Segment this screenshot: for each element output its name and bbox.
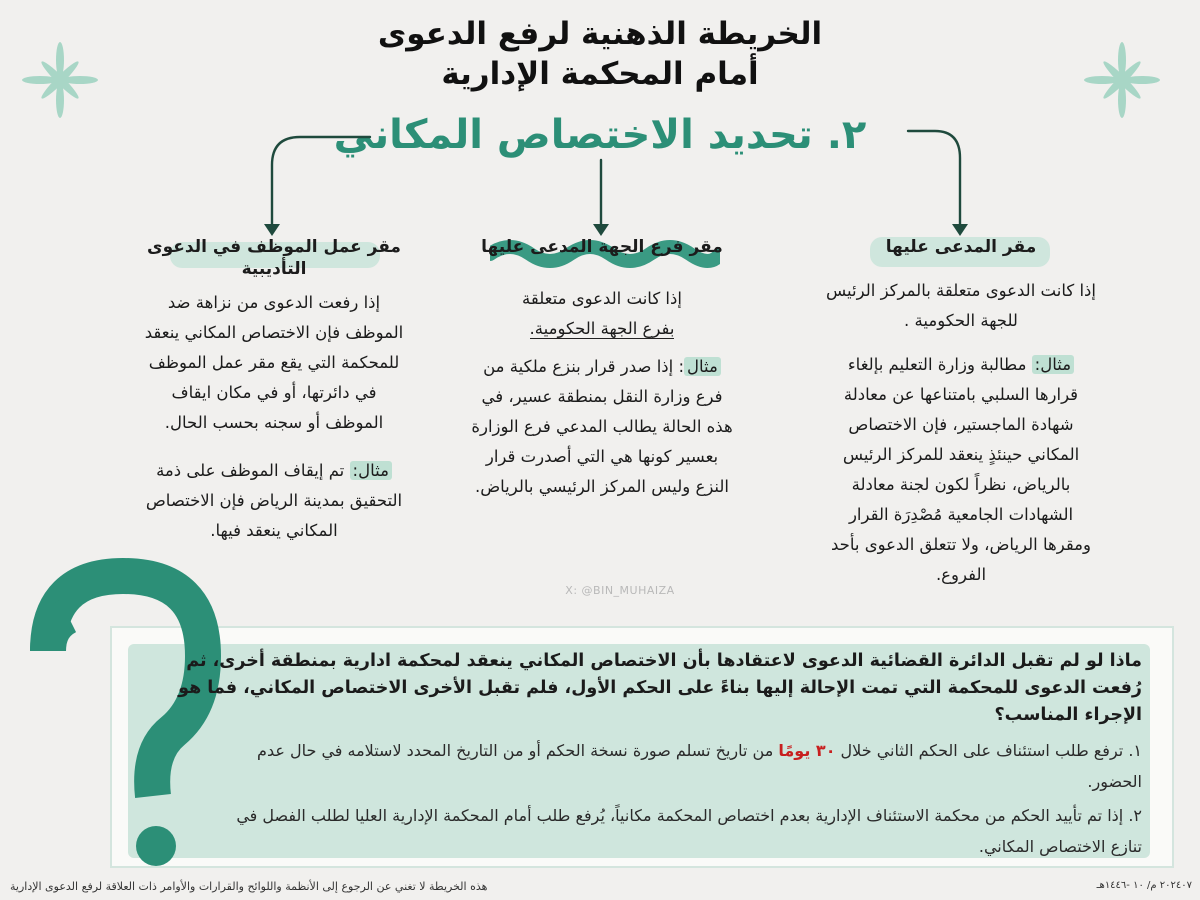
watermark: X: @BIN_MUHAIZA <box>565 584 675 597</box>
column-body: إذا كانت الدعوى متعلقة بالمركز الرئيس للجهة الحكومية . <box>826 281 1096 330</box>
answer-item-2: ٢. إذا تم تأييد الحكم من محكمة الاستئناف الإدارية بعدم اختصاص المحكمة مكانياً، يُرفع طلب أمام المحكمة الإدارية العليا لطلب الفصل في تنازع الاختصاص المكاني. <box>236 806 1142 856</box>
column-body: إذا رفعت الدعوى من نزاهة ضد الموظف فإن الاختصاص المكاني ينعقد للمحكمة التي يقع مقر عمل الموظف في دائرتها، أو في مكان ايقاف الموظف أو سجنه بحسب الحال. <box>144 293 404 432</box>
footer-disclaimer: هذه الخريطة لا تغني عن الرجوع إلى الأنظمة واللوائح والقرارات والأوامر ذات العلاقة لرفع الدعوى الإدارية <box>10 880 488 893</box>
column-main-office <box>826 236 1096 590</box>
column-branch-office <box>468 236 736 502</box>
connector-arrows <box>0 0 1200 260</box>
column-example <box>140 456 408 546</box>
answer-item-1: ١. ترفع طلب استئناف على الحكم الثاني خلال ٣٠ يومًا من تاريخ تسلم صورة نسخة الحكم أو من التاريخ المحدد لاستلامه في حال عدم الحضور. <box>257 741 1142 791</box>
column-heading: مقر عمل الموظف في الدعوى التأديبية <box>147 237 401 279</box>
column-employee-office <box>140 236 408 546</box>
footer-date: ٢٠٢٤٠٧ م/ ١٠ -١٤٤٦هـ <box>1096 880 1192 891</box>
underlined-text: بفرع الجهة الحكومية. <box>529 319 675 338</box>
page-title: الخريطة الذهنية لرفع الدعوى <box>377 16 823 52</box>
column-body: إذا كانت الدعوى متعلقة بفرع الجهة الحكومية. <box>522 289 682 338</box>
column-example <box>826 350 1096 590</box>
page-subtitle: أمام المحكمة الإدارية <box>441 56 759 92</box>
question-text: ماذا لو لم تقبل الدائرة القضائية الدعوى لاعتقادها بأن الاختصاص المكاني ينعقد لمحكمة ادارية بمنطقة أخرى، ثم رُفعت الدعوى للمحكمة التي تمت الإحالة إليها بناءً على الحكم الأول، فلم تقبل الأخرى الاختصاص المكاني، فما هو الإجراء المناسب؟ <box>178 651 1142 725</box>
column-example <box>468 352 736 502</box>
example-text: : إذا صدر قرار بنزع ملكية من فرع وزارة النقل بمنطقة عسير، في هذه الحالة يطالب المدعي فرع الوزارة بعسير كونها هي التي أصدرت قرار النزع وليس المركز الرئيسي بالرياض. <box>471 357 733 496</box>
arrow-right-icon <box>908 131 960 228</box>
example-label: مثال <box>684 357 721 376</box>
column-heading: مقر فرع الجهة المدعى عليها <box>481 237 723 257</box>
column-heading: مقر المدعى عليها <box>885 237 1037 257</box>
example-text: مطالبة وزارة التعليم بإلغاء قرارها السلبي بامتناعها عن معادلة شهادة الماجستير، فإن الاختصاص المكاني حينئذٍ ينعقد للمركز الرئيس بالرياض، نظراً لكون لجنة معادلة الشهادات الجامعية مُصْدِرَة القرار ومقرها الرياض، ولا تتعلق الدعوى بأحد الفروع. <box>831 355 1091 584</box>
example-label: مثال: <box>350 461 392 480</box>
section-title: ٢. تحديد الاختصاص المكاني <box>333 112 867 158</box>
example-text: تم إيقاف الموظف على ذمة التحقيق بمدينة الرياض فإن الاختصاص المكاني ينعقد فيها. <box>145 461 403 540</box>
deadline-highlight: ٣٠ يومًا <box>778 741 836 760</box>
arrow-left-icon <box>272 137 370 228</box>
answers-list <box>200 735 1142 862</box>
example-label: مثال: <box>1032 355 1074 374</box>
